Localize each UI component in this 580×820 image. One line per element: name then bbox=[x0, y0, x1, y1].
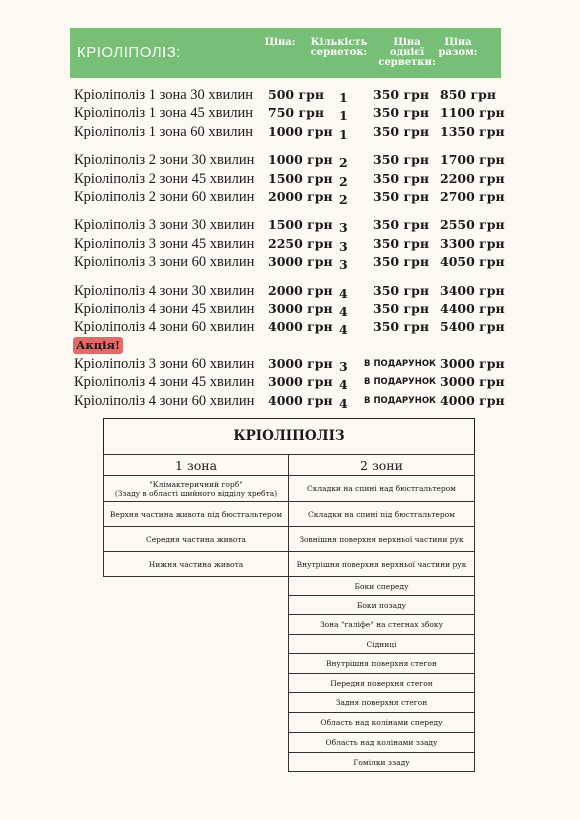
row-total: 4000 грн bbox=[440, 393, 505, 408]
row-price: 3000 грн bbox=[268, 301, 333, 316]
zone-2-item: Внутрішня поверхня стегон bbox=[288, 653, 475, 674]
row-price: 1500 грн bbox=[268, 171, 333, 186]
price-row bbox=[0, 189, 580, 207]
row-price: 500 грн bbox=[268, 87, 324, 102]
price-row bbox=[0, 301, 580, 319]
zone-2-item: Зона "галіфе" на стегнах збоку bbox=[288, 614, 475, 635]
zone-1-item: Середня частина живота bbox=[103, 526, 289, 552]
zone-2-item: Зовнішня поверхня верхньої частини рук bbox=[288, 526, 475, 552]
row-total: 5400 грн bbox=[440, 319, 505, 334]
zone-1-item: "Клімактеричний горб" (Ззаду в області шийного відділу хребта) bbox=[103, 475, 289, 502]
row-price: 4000 грн bbox=[268, 319, 333, 334]
row-name: Кріоліполіз 4 зони 45 хвилин bbox=[74, 301, 255, 317]
row-price: 1000 грн bbox=[268, 152, 333, 167]
row-unit-price: 350 грн bbox=[373, 105, 429, 120]
promo-badge: Акція! bbox=[73, 337, 123, 354]
row-total: 3000 грн bbox=[440, 356, 505, 371]
price-row bbox=[0, 236, 580, 254]
row-name: Кріоліполіз 1 зона 60 хвилин bbox=[74, 124, 254, 140]
row-total: 4050 грн bbox=[440, 254, 505, 269]
row-price: 3000 грн bbox=[268, 254, 333, 269]
row-unit-price: 350 грн bbox=[373, 319, 429, 334]
zone-1-header: 1 зона bbox=[103, 454, 289, 476]
header-quantity: Кількість серветок: bbox=[310, 37, 368, 58]
row-total: 850 грн bbox=[440, 87, 496, 102]
row-gift-label: В ПОДАРУНОК bbox=[364, 396, 436, 406]
zone-2-item: Передня поверхня стегон bbox=[288, 673, 475, 693]
row-price: 750 грн bbox=[268, 105, 324, 120]
row-price: 3000 грн bbox=[268, 356, 333, 371]
row-total: 1100 грн bbox=[440, 105, 505, 120]
row-price: 4000 грн bbox=[268, 393, 333, 408]
price-header bbox=[70, 28, 501, 78]
price-row bbox=[0, 152, 580, 170]
row-unit-price: 350 грн bbox=[373, 124, 429, 139]
price-row bbox=[0, 105, 580, 123]
row-unit-price: 350 грн bbox=[373, 152, 429, 167]
header-unit-price: Ціна однієї серветки: bbox=[378, 37, 436, 68]
row-quantity: 1 bbox=[339, 108, 348, 123]
price-row bbox=[0, 319, 580, 337]
page-title: КРІОЛІПОЛІЗ: bbox=[77, 44, 181, 61]
promo-row bbox=[0, 356, 580, 374]
row-name: Кріоліполіз 4 зони 60 хвилин bbox=[74, 319, 255, 335]
zone-2-item: Сідниці bbox=[288, 634, 475, 654]
row-quantity: 3 bbox=[339, 257, 348, 272]
zones-title: КРІОЛІПОЛІЗ bbox=[233, 428, 345, 444]
row-name: Кріоліполіз 3 зони 45 хвилин bbox=[74, 236, 255, 252]
row-total: 3300 грн bbox=[440, 236, 505, 251]
row-quantity: 2 bbox=[339, 174, 348, 189]
row-price: 2000 грн bbox=[268, 189, 333, 204]
zone-2-item: Боки спереду bbox=[288, 576, 475, 596]
row-total: 1700 грн bbox=[440, 152, 505, 167]
row-total: 3400 грн bbox=[440, 283, 505, 298]
row-quantity: 3 bbox=[339, 220, 348, 235]
row-total: 4400 грн bbox=[440, 301, 505, 316]
row-quantity: 3 bbox=[339, 359, 348, 374]
row-total: 2550 грн bbox=[440, 217, 505, 232]
price-row bbox=[0, 124, 580, 142]
zone-2-item: Боки позаду bbox=[288, 595, 475, 615]
row-price: 2250 грн bbox=[268, 236, 333, 251]
row-unit-price: 350 грн bbox=[373, 301, 429, 316]
zones-title-box bbox=[103, 418, 475, 455]
zone-2-header: 2 зони bbox=[288, 454, 475, 476]
row-name: Кріоліполіз 4 зони 30 хвилин bbox=[74, 283, 255, 299]
zone-2-item: Складки на спині під бюстгальтером bbox=[288, 501, 475, 527]
row-price: 1500 грн bbox=[268, 217, 333, 232]
row-unit-price: 350 грн bbox=[373, 87, 429, 102]
row-price: 1000 грн bbox=[268, 124, 333, 139]
zone-2-item: Область над колінами спереду bbox=[288, 712, 475, 733]
row-name: Кріоліполіз 4 зони 60 хвилин bbox=[74, 393, 255, 409]
row-price: 2000 грн bbox=[268, 283, 333, 298]
row-name: Кріоліполіз 3 зони 30 хвилин bbox=[74, 217, 255, 233]
row-total: 3000 грн bbox=[440, 374, 505, 389]
header-total: Ціна разом: bbox=[438, 37, 478, 58]
row-quantity: 1 bbox=[339, 127, 348, 142]
zone-2-item: Складки на спині над бюстгальтером bbox=[288, 475, 475, 502]
row-unit-price: 350 грн bbox=[373, 254, 429, 269]
row-name: Кріоліполіз 2 зони 60 хвилин bbox=[74, 189, 255, 205]
promo-row bbox=[0, 374, 580, 392]
row-name: Кріоліполіз 1 зона 30 хвилин bbox=[74, 87, 254, 103]
row-unit-price: 350 грн bbox=[373, 236, 429, 251]
zone-2-item: Внутрішня поверхня верхньої частини рук bbox=[288, 551, 475, 577]
row-quantity: 1 bbox=[339, 90, 348, 105]
row-quantity: 4 bbox=[339, 304, 348, 319]
zone-1-item: Верхня частина живота під бюстгальтером bbox=[103, 501, 289, 527]
row-name: Кріоліполіз 4 зони 45 хвилин bbox=[74, 374, 255, 390]
row-total: 2200 грн bbox=[440, 171, 505, 186]
row-name: Кріоліполіз 3 зони 60 хвилин bbox=[74, 254, 255, 270]
row-quantity: 4 bbox=[339, 322, 348, 337]
row-quantity: 4 bbox=[339, 396, 348, 411]
price-row bbox=[0, 87, 580, 105]
price-row bbox=[0, 283, 580, 301]
row-gift-label: В ПОДАРУНОК bbox=[364, 359, 436, 369]
promo-row bbox=[0, 393, 580, 411]
zone-1-item: Нижня частина живота bbox=[103, 551, 289, 577]
row-quantity: 3 bbox=[339, 239, 348, 254]
row-gift-label: В ПОДАРУНОК bbox=[364, 377, 436, 387]
row-unit-price: 350 грн bbox=[373, 283, 429, 298]
row-name: Кріоліполіз 2 зони 30 хвилин bbox=[74, 152, 255, 168]
row-quantity: 4 bbox=[339, 286, 348, 301]
zone-2-item: Задня поверхня стегон bbox=[288, 692, 475, 713]
header-price: Ціна: bbox=[264, 37, 296, 48]
row-price: 3000 грн bbox=[268, 374, 333, 389]
row-quantity: 2 bbox=[339, 155, 348, 170]
row-name: Кріоліполіз 3 зони 60 хвилин bbox=[74, 356, 255, 372]
row-unit-price: 350 грн bbox=[373, 171, 429, 186]
row-total: 2700 грн bbox=[440, 189, 505, 204]
zone-2-item: Область над колінами ззаду bbox=[288, 732, 475, 753]
row-name: Кріоліполіз 1 зона 45 хвилин bbox=[74, 105, 254, 121]
price-row bbox=[0, 217, 580, 235]
row-total: 1350 грн bbox=[440, 124, 505, 139]
price-row bbox=[0, 171, 580, 189]
row-quantity: 2 bbox=[339, 192, 348, 207]
row-unit-price: 350 грн bbox=[373, 189, 429, 204]
row-quantity: 4 bbox=[339, 377, 348, 392]
row-name: Кріоліполіз 2 зони 45 хвилин bbox=[74, 171, 255, 187]
row-unit-price: 350 грн bbox=[373, 217, 429, 232]
zone-2-item: Гомілки ззаду bbox=[288, 752, 475, 772]
price-row bbox=[0, 254, 580, 272]
